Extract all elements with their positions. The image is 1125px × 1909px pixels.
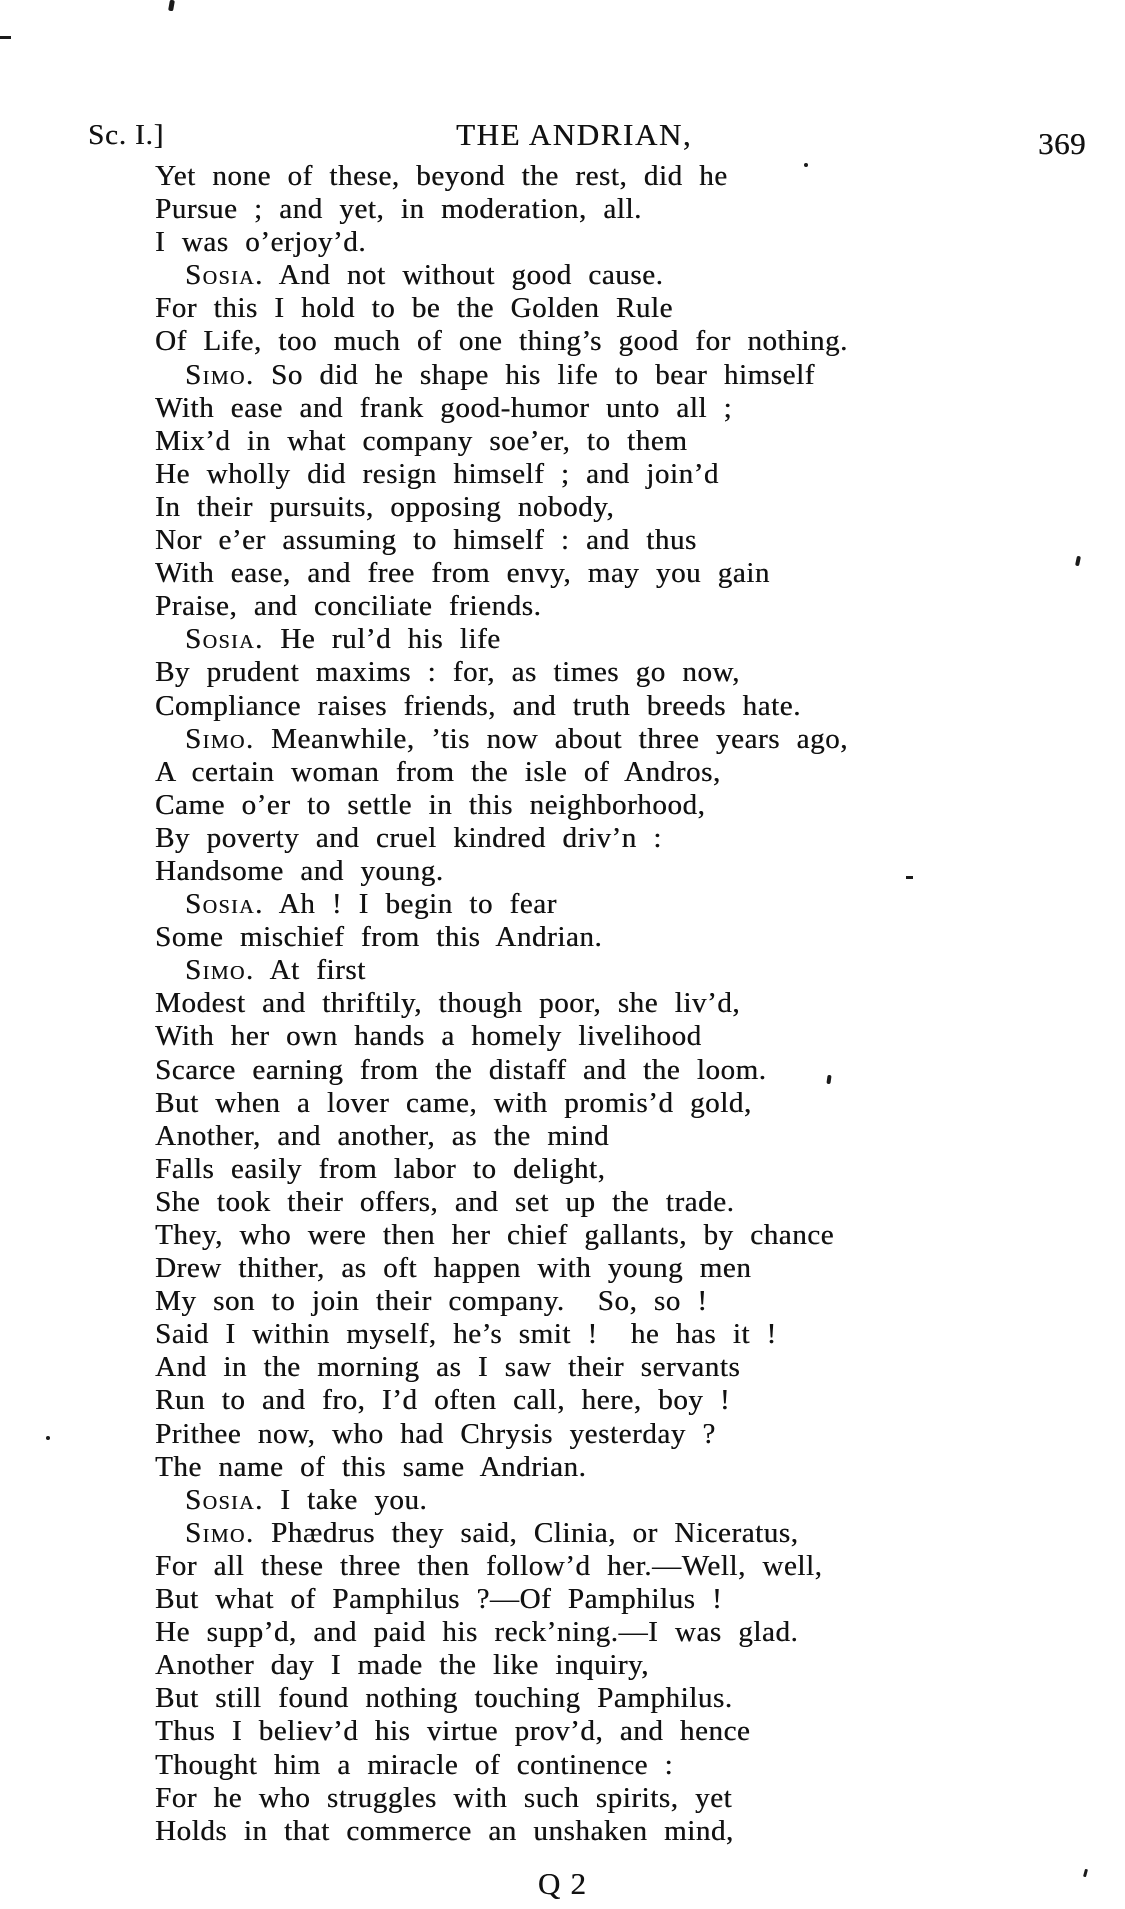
verse-line xyxy=(155,888,1085,921)
verse-line: For he who struggles with such spirits, yet xyxy=(155,1781,733,1814)
verse-line: Came o’er to settle in this neighborhood, xyxy=(155,788,706,821)
verse-line: With ease and frank good-humor unto all ; xyxy=(155,391,733,424)
verse-line: But when a lover came, with promis’d gold, xyxy=(155,1086,752,1119)
verse-text-block xyxy=(155,160,1085,1848)
verse-line: Scarce earning from the distaff and the loom. xyxy=(155,1053,767,1086)
page-number: 369 xyxy=(1038,126,1086,161)
speaker-name: Sosia. xyxy=(185,1483,264,1516)
scan-artifact xyxy=(906,876,913,879)
verse-line: He wholly did resign himself ; and join’d xyxy=(155,457,719,490)
verse-line: By poverty and cruel kindred driv’n : xyxy=(155,821,662,854)
verse-line xyxy=(155,623,1085,656)
speaker-name: Simo. xyxy=(185,358,255,391)
scan-artifact xyxy=(46,1436,50,1440)
verse-line xyxy=(155,954,1085,987)
verse-line: Handsome and young. xyxy=(155,854,444,887)
verse-line: He supp’d, and paid his reck’ning.—I was glad. xyxy=(155,1616,799,1649)
verse-line: They, who were then her chief gallants, by chance xyxy=(155,1219,835,1251)
verse-line xyxy=(155,359,1085,392)
verse-line: Holds in that commerce an unshaken mind, xyxy=(155,1814,734,1847)
speaker-name: Simo. xyxy=(185,1516,255,1549)
verse-line: For this I hold to be the Golden Rule xyxy=(155,292,673,325)
verse-line: My son to join their company. So, so ! xyxy=(155,1285,708,1318)
verse-line: Modest and thriftily, though poor, she liv’d, xyxy=(155,987,741,1020)
verse-line-text: And not without good cause. xyxy=(263,259,664,292)
verse-line-text: I take you. xyxy=(263,1483,428,1516)
verse-line: Nor e’er assuming to himself : and thus xyxy=(155,524,697,557)
verse-line: Praise, and conciliate friends. xyxy=(155,590,542,623)
running-title: THE ANDRIAN, xyxy=(456,117,693,152)
verse-line: In their pursuits, opposing nobody, xyxy=(155,490,615,523)
verse-line: Run to and fro, I’d often call, here, boy ! xyxy=(155,1384,731,1417)
verse-line: The name of this same Andrian. xyxy=(155,1450,587,1483)
verse-line xyxy=(155,1517,1085,1550)
verse-line: But still found nothing touching Pamphilus. xyxy=(155,1682,733,1715)
verse-line: Another day I made the like inquiry, xyxy=(155,1649,649,1682)
speaker-name: Sosia. xyxy=(185,888,264,921)
verse-line: Some mischief from this Andrian. xyxy=(155,921,603,954)
verse-line: Said I within myself, he’s smit ! he has it ! xyxy=(155,1318,777,1351)
verse-line: A certain woman from the isle of Andros, xyxy=(155,755,721,788)
verse-line: And in the morning as I saw their servants xyxy=(155,1351,741,1384)
verse-line: But what of Pamphilus ?—Of Pamphilus ! xyxy=(155,1583,723,1616)
verse-line xyxy=(155,723,1085,756)
speaker-name: Simo. xyxy=(185,722,255,755)
verse-line: Yet none of these, beyond the rest, did he xyxy=(155,160,728,192)
scan-artifact xyxy=(804,163,808,167)
verse-line: For all these three then follow’d her.—Well, well, xyxy=(155,1549,823,1582)
scan-artifact xyxy=(168,0,175,11)
verse-line-text: At first xyxy=(254,954,366,987)
verse-line-text: Phædrus they said, Clinia, or Niceratus, xyxy=(254,1516,799,1549)
verse-line: Pursue ; and yet, in moderation, all. xyxy=(155,193,642,226)
verse-line-text: Meanwhile, ’tis now about three years ago, xyxy=(254,722,848,755)
speaker-name: Sosia. xyxy=(185,259,264,292)
speaker-name: Sosia. xyxy=(185,623,264,656)
scan-artifact xyxy=(0,36,11,39)
verse-line: Of Life, too much of one thing’s good for nothing. xyxy=(155,325,848,358)
verse-line xyxy=(155,259,1085,292)
verse-line-text: Ah ! I begin to fear xyxy=(263,888,557,921)
scene-label: Sc. I.] xyxy=(88,119,165,151)
verse-line: Prithee now, who had Chrysis yesterday ? xyxy=(155,1417,716,1450)
verse-line: By prudent maxims : for, as times go now, xyxy=(155,656,740,689)
verse-line: Thought him a miracle of continence : xyxy=(155,1748,674,1781)
verse-line: Mix’d in what company soe’er, to them xyxy=(155,424,688,457)
verse-line: Another, and another, as the mind xyxy=(155,1119,610,1152)
speaker-name: Simo. xyxy=(185,954,255,987)
verse-line: With her own hands a homely livelihood xyxy=(155,1020,702,1053)
verse-line-text: So did he shape his life to bear himself xyxy=(254,358,815,391)
verse-line-text: He rul’d his life xyxy=(263,623,501,656)
verse-line: Thus I believ’d his virtue prov’d, and hence xyxy=(155,1715,751,1748)
verse-line: With ease, and free from envy, may you gain xyxy=(155,557,770,590)
verse-line: She took their offers, and set up the trade. xyxy=(155,1185,735,1218)
signature-mark: Q 2 xyxy=(537,1866,588,1901)
verse-line: Falls easily from labor to delight, xyxy=(155,1152,606,1185)
verse-line: Compliance raises friends, and truth breeds hate. xyxy=(155,689,801,722)
verse-line: I was o’erjoy’d. xyxy=(155,226,367,259)
verse-line xyxy=(155,1484,1085,1517)
verse-line: Drew thither, as oft happen with young men xyxy=(155,1252,752,1285)
